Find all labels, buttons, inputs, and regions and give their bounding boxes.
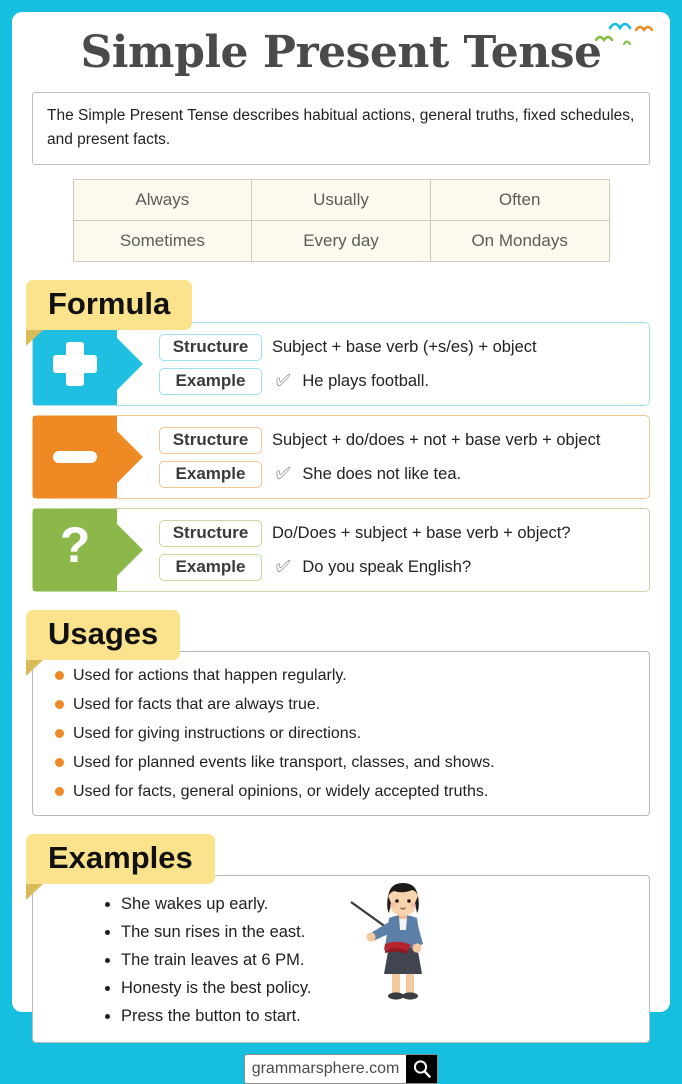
list-item — [33, 777, 649, 806]
formula-body — [117, 323, 649, 405]
page-title: Simple Present Tense — [80, 27, 602, 78]
bullet-icon — [55, 787, 64, 796]
table-cell: Always — [73, 180, 252, 221]
table-cell: Sometimes — [73, 221, 252, 262]
example-line — [159, 554, 649, 581]
bullet-icon — [55, 758, 64, 767]
website-search-bar[interactable] — [244, 1054, 439, 1084]
structure-label: Structure — [159, 334, 262, 361]
usage-text: Used for planned events like transport, classes, and shows. — [73, 754, 495, 771]
bullet-icon — [55, 729, 64, 738]
structure-text: Do/Does + subject + base verb + object? — [272, 523, 571, 542]
example-text: She does not like tea. — [302, 464, 462, 483]
list-item — [33, 719, 649, 748]
question-mark-icon — [33, 509, 117, 591]
circled-check-icon: ✅︎ — [276, 371, 291, 390]
intro-description: The Simple Present Tense describes habitual actions, general truths, fixed schedules, and present facts. — [32, 92, 650, 165]
usages-banner: Usages — [26, 610, 180, 660]
list-item — [33, 748, 649, 777]
list-item — [33, 661, 649, 690]
structure-line — [159, 427, 649, 454]
example-label: Example — [159, 368, 262, 395]
list-item: The sun rises in the east. — [105, 918, 649, 946]
example-label: Example — [159, 554, 262, 581]
examples-list — [33, 890, 649, 1030]
search-icon[interactable] — [406, 1055, 437, 1083]
formula-block — [32, 322, 650, 592]
circled-check-icon: ✅︎ — [276, 464, 291, 483]
structure-text: Subject + do/does + not + base verb + object — [272, 430, 601, 449]
table-row — [73, 180, 609, 221]
bullet-icon — [55, 671, 64, 680]
usages-card — [32, 651, 650, 816]
footer — [12, 1054, 670, 1084]
structure-line — [159, 520, 649, 547]
formula-body — [117, 509, 649, 591]
example-label: Example — [159, 461, 262, 488]
table-cell: Usually — [252, 180, 431, 221]
list-item: She wakes up early. — [105, 890, 649, 918]
usage-text: Used for facts, general opinions, or widely accepted truths. — [73, 783, 489, 800]
formula-row-question — [32, 508, 650, 592]
structure-label: Structure — [159, 427, 262, 454]
table-cell: On Mondays — [430, 221, 609, 262]
svg-text:?: ? — [59, 517, 91, 573]
circled-check-icon: ✅︎ — [276, 557, 291, 576]
example-text: He plays football. — [302, 371, 429, 390]
formula-row-negative — [32, 415, 650, 499]
teacher-with-pointer-illustration-icon — [345, 882, 441, 1000]
table-cell: Often — [430, 180, 609, 221]
structure-line — [159, 334, 649, 361]
formula-banner: Formula — [26, 280, 192, 330]
example-line — [159, 368, 649, 395]
formula-row-positive — [32, 322, 650, 406]
usage-text: Used for actions that happen regularly. — [73, 667, 347, 684]
usage-text: Used for giving instructions or directions. — [73, 725, 362, 742]
example-line — [159, 461, 649, 488]
table-row — [73, 221, 609, 262]
examples-card — [32, 875, 650, 1043]
birds-decoration-icon — [590, 18, 660, 58]
usages-list — [33, 661, 649, 806]
list-item — [33, 690, 649, 719]
example-text: Do you speak English? — [302, 557, 472, 576]
list-item: Honesty is the best policy. — [105, 974, 649, 1002]
formula-body — [117, 416, 649, 498]
table-cell: Every day — [252, 221, 431, 262]
list-item: The train leaves at 6 PM. — [105, 946, 649, 974]
list-item: Press the button to start. — [105, 1002, 649, 1030]
structure-text: Subject + base verb (+s/es) + object — [272, 337, 537, 356]
adverbs-table — [73, 179, 610, 262]
usage-text: Used for facts that are always true. — [73, 696, 321, 713]
plus-icon — [33, 323, 117, 405]
header — [12, 12, 670, 86]
website-url: grammarsphere.com — [251, 1060, 400, 1077]
poster — [12, 12, 670, 1077]
minus-icon — [33, 416, 117, 498]
examples-banner: Examples — [26, 834, 215, 884]
structure-label: Structure — [159, 520, 262, 547]
bullet-icon — [55, 700, 64, 709]
